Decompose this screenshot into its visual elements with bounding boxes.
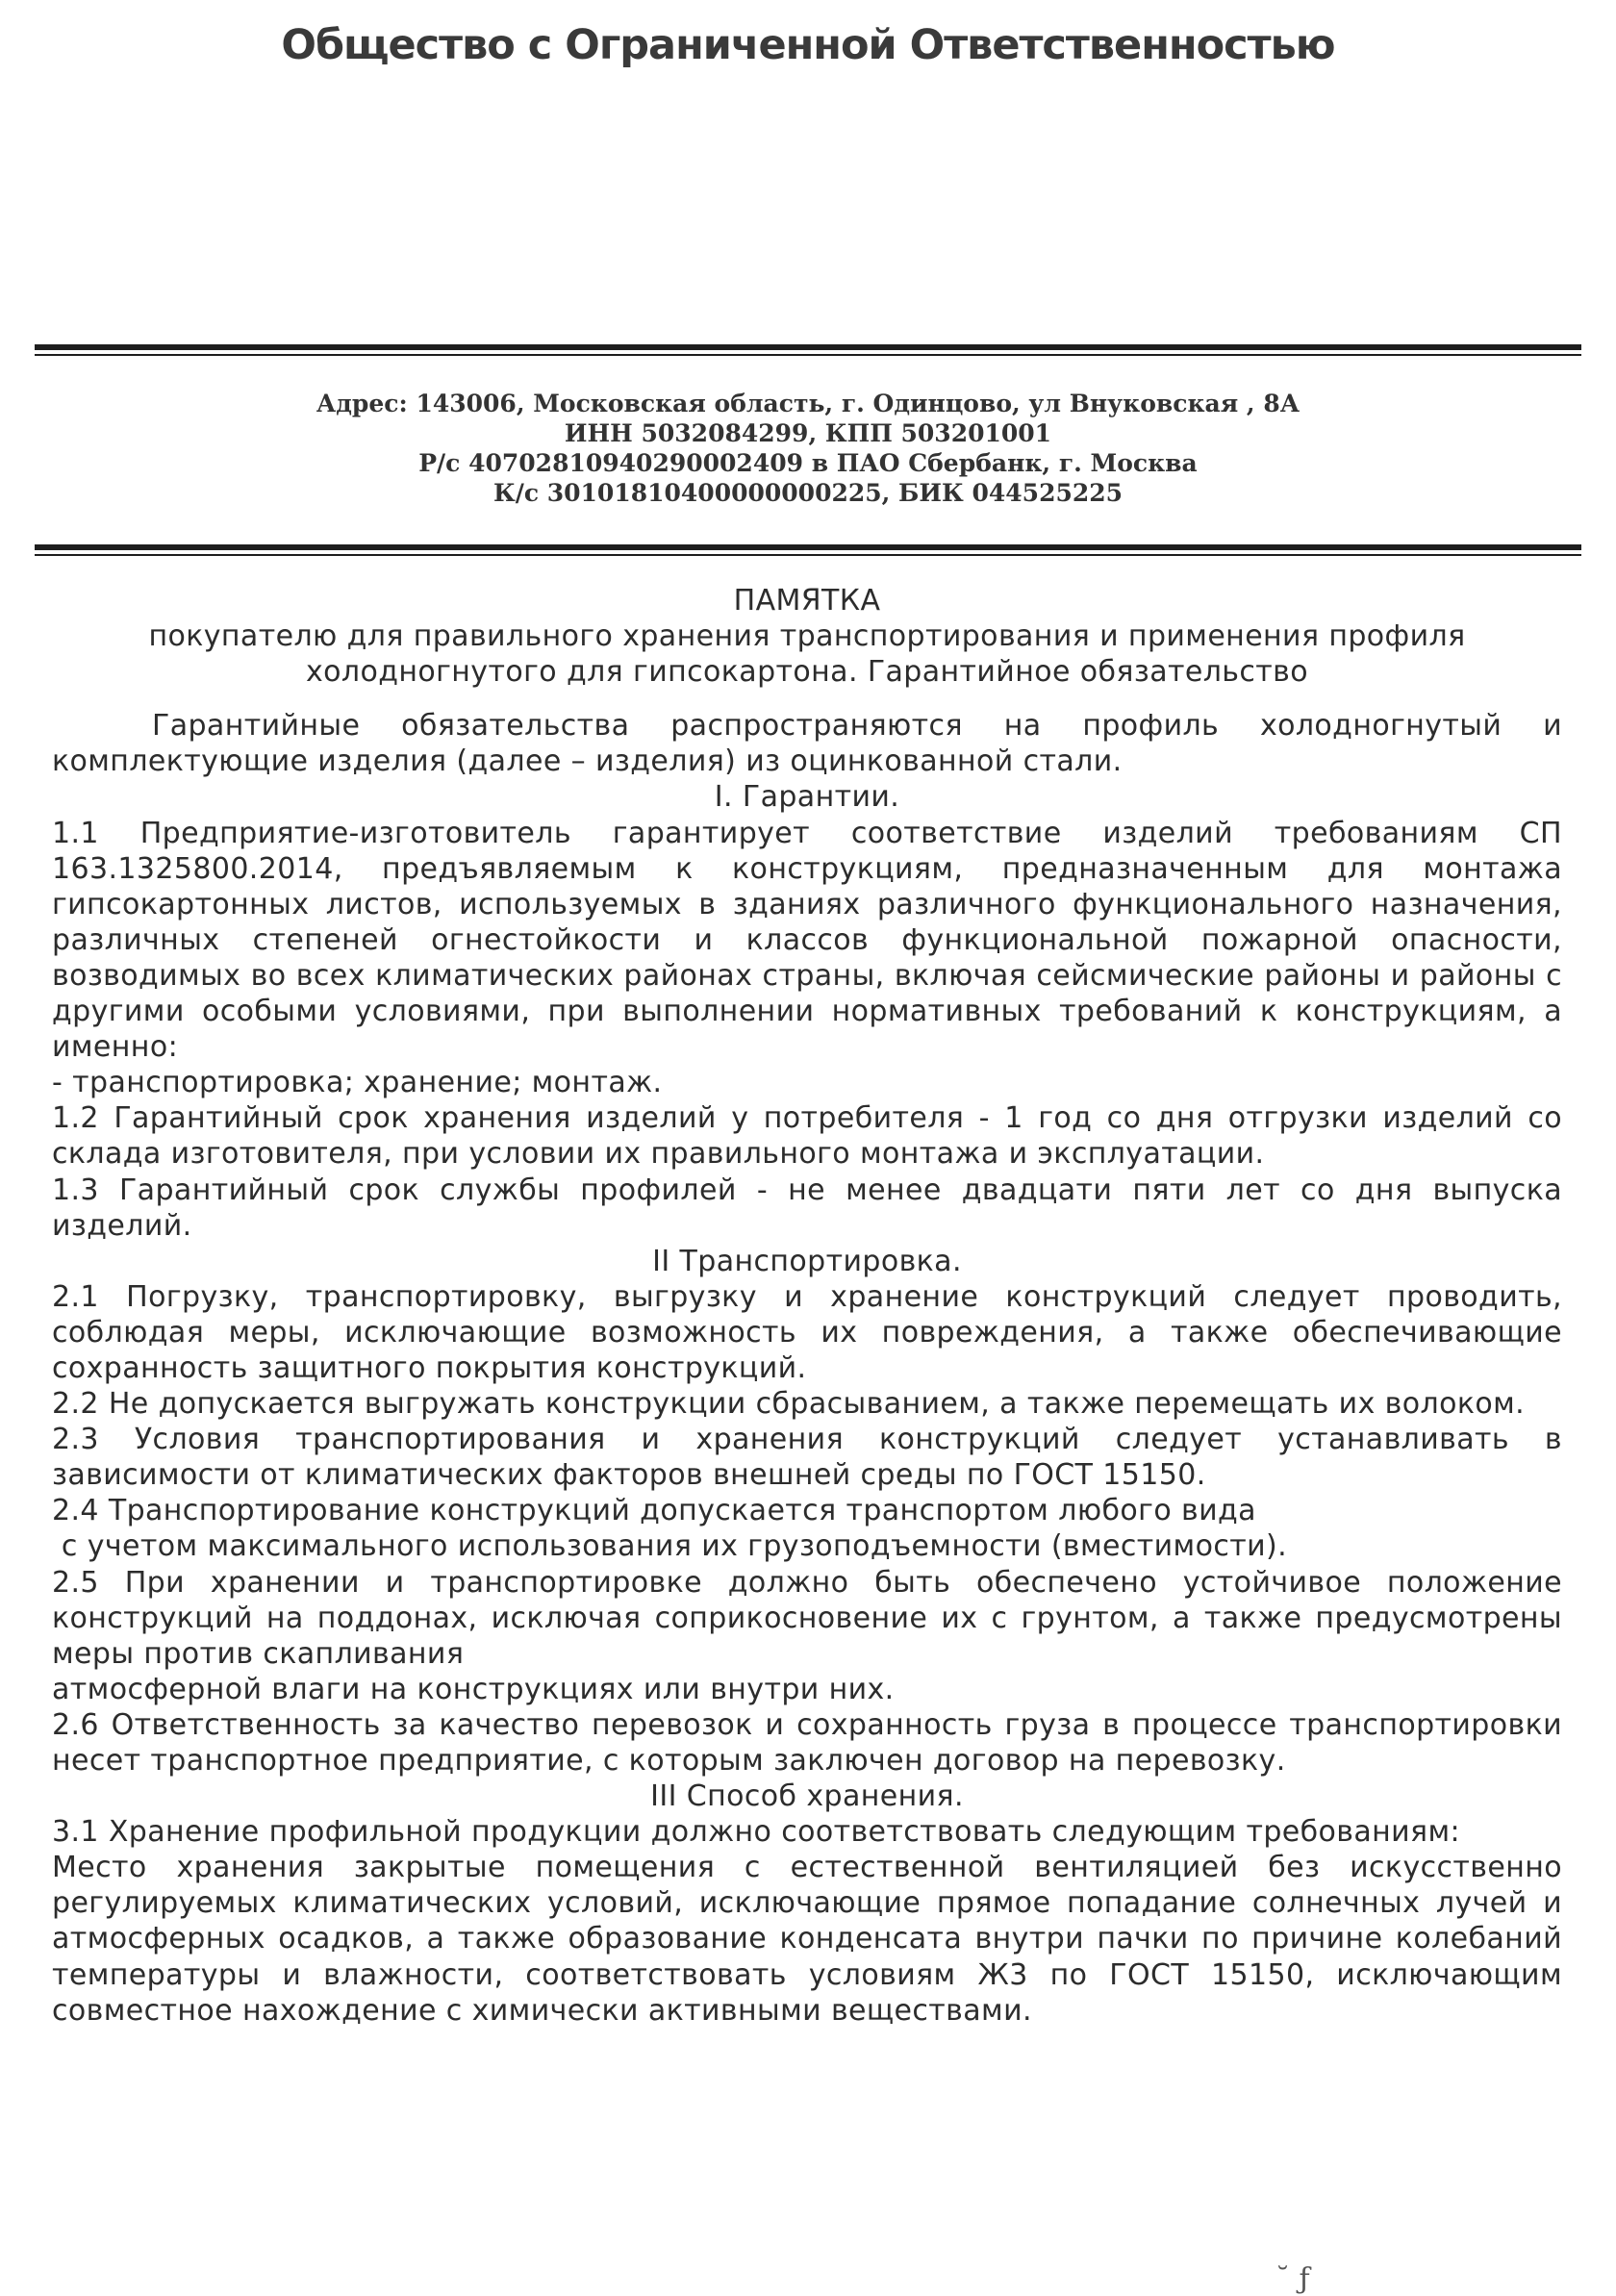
clause-1-1-list: - транспортировка; хранение; монтаж. (52, 1066, 663, 1100)
memo-subtitle-line-2: холодногнутого для гипсокартона. Гарантийное обязательство (305, 655, 1308, 690)
corr-account-line: К/с 30101810400000000225, БИК 044525225 (492, 479, 1124, 507)
clause-2-4-line-1: 2.4 Транспортирование конструкций допускается транспортом любого вида (52, 1494, 1256, 1528)
signature-mark-fragment: ˘ ƒ (1275, 2262, 1310, 2296)
clause-2-2: 2.2 Не допускается выгружать конструкции сбрасыванием, а также перемещать их волоком. (52, 1387, 1526, 1422)
clause-2-5: 2.5 При хранении и транспортировке должно быть обеспечено устойчивое положение конструкций на поддонах, исключая соприкосновение их с грунтом, а также предусмотрены меры против скапливания (52, 1565, 1562, 1671)
memo-subtitle-line-1: покупателю для правильного хранения транспортирования и применения профиля (148, 619, 1466, 654)
section-1-title: I. Гарантии. (714, 780, 900, 815)
clause-2-4-line-2: с учетом максимального использования их грузоподъемности (вместимости). (52, 1529, 1288, 1564)
section-3-title: III Способ хранения. (650, 1779, 964, 1814)
intro-paragraph: Гарантийные обязательства распространяются на профиль холодногнутый и комплектующие изделия (далее – изделия) из оцинкованной стали. (52, 709, 1562, 779)
clause-3-1: 3.1 Хранение профильной продукции должно соответствовать следующим требованиям: (52, 1815, 1461, 1850)
logo-placeholder (231, 114, 1443, 327)
company-name: Общество с Ограниченной Ответственностью (281, 21, 1335, 69)
clause-2-3: 2.3 Условия транспортирования и хранения конструкций следует устанавливать в зависимости от климатических факторов внешней среды по ГОСТ 15150. (52, 1423, 1562, 1493)
clause-2-6: 2.6 Ответственность за качество перевозок и сохранность груза в процессе транспортировки несет транспортное предприятие, с которым заключен договор на перевозку. (52, 1707, 1562, 1778)
memo-title: ПАМЯТКА (733, 584, 881, 618)
clause-2-1: 2.1 Погрузку, транспортировку, выгрузку и хранение конструкций следует проводить, соблюдая меры, исключающие возможность их повреждения, а также обеспечивающие сохранность защитного покрытия конструкций. (52, 1279, 1562, 1385)
clause-1-2: 1.2 Гарантийный срок хранения изделий у потребителя - 1 год со дня отгрузки изделий со склада изготовителя, при условии их правильного монтажа и эксплуатации. (52, 1101, 1562, 1172)
header-divider-bottom (35, 544, 1581, 556)
clause-2-5-continuation: атмосферной влаги на конструкциях или внутри них. (52, 1672, 895, 1706)
bank-account-line: Р/с 40702810940290002409 в ПАО Сбербанк, г. Москва (418, 449, 1198, 477)
section-2-title: II Транспортировка. (652, 1244, 962, 1278)
clause-1-3: 1.3 Гарантийный срок службы профилей - не менее двадцати пяти лет со дня выпуска изделий. (52, 1173, 1562, 1243)
header-divider-top (35, 344, 1581, 356)
address-line: Адрес: 143006, Московская область, г. Одинцово, ул Внуковская , 8А (316, 390, 1300, 417)
clause-3-1-detail: Место хранения закрытые помещения с естественной вентиляцией без искусственно регулируемых климатических условий, исключающие прямое попадание солнечных лучей и атмосферных осадков, а также образование конденсата внутри пачки по причине колебаний температуры и влажности, соответствовать условиям Ж3 по ГОСТ 15150, исключающим совместное нахождение с химически активными веществами. (52, 1851, 1562, 2028)
company-requisites (0, 389, 1616, 508)
inn-kpp-line: ИНН 5032084299, КПП 503201001 (564, 419, 1052, 447)
memo-body (52, 583, 1562, 2029)
clause-1-1: 1.1 Предприятие-изготовитель гарантирует соответствие изделий требованиям СП 163.1325800.2014, предъявляемым к конструкциям, предназначенным для монтажа гипсокартонных листов, используемых в зданиях различного функционального назначения, различных степеней огнестойкости и классов функциональной пожарной опасности, возводимых во всех климатических районах страны, включая сейсмические районы и районы с другими особыми условиями, при выполнении нормативных требований к конструкциям, а именно: (52, 816, 1562, 1065)
